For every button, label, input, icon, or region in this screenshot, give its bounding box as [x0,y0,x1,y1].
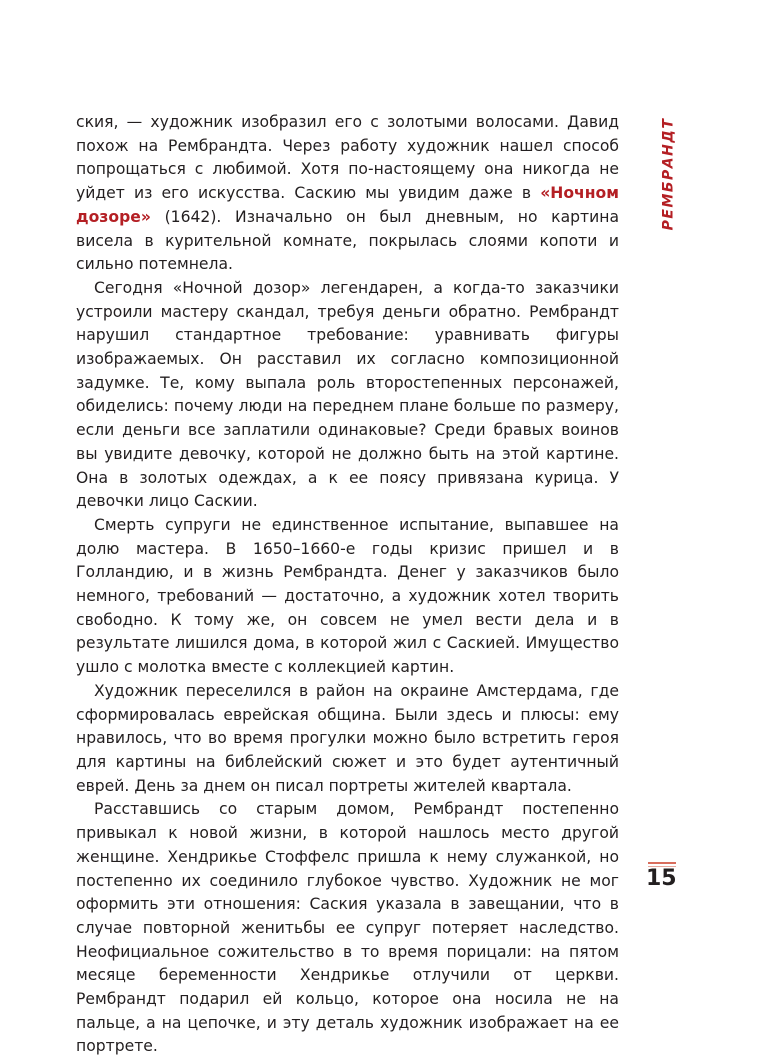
highlighted-title: «Ночном дозоре» [76,184,619,226]
paragraph-1-before: ския, — художник изобразил его с золотыми волосами. Давид похож на Рембрандта. Через работу художник нашел способ попрощаться с любимой. Хотя по-настоящему она никогда не уйдет из его искусства. Саскию мы увидим даже в [76,113,619,203]
paragraph-1-after: (1642). Изначально он был дневным, но картина висела в курительной комнате, покрылась слоями копоти и сильно потемнела. [76,207,619,274]
paragraph-1 [76,111,619,277]
paragraph-3: Смерть супруги не единственное испытание, выпавшее на долю мастера. В 1650–1660-е годы кризис пришел и в Голландию, и в жизнь Рембрандта. Денег у заказчиков было немного, требований — достаточно, а художник хотел творить свободно. К тому же, он совсем не умел вести дела и в результате лишился дома, в которой жил с Саскией. Имущество ушло с молотка вместе с коллекцией картин. [76,515,619,677]
page-number-rule-top [648,862,676,864]
paragraph-2: Сегодня «Ночной дозор» легендарен, а когда-то заказчики устроили мастеру скандал, требуя деньги обратно. Рембрандт нарушил стандартное требование: уравнивать фигуры изображаемых. Он расставил их согласно композиционной задумке. Те, кому выпала роль второстепенных персонажей, обиделись: почему люди на переднем плане больше по размеру, если деньги все заплатили одинаковые? Среди бравых воинов вы увидите девочку, которой не должно быть на этой картине. Она в золотых одеждах, а к ее поясу привязана курица. У девочки лицо Саскии. [76,278,619,511]
paragraph-4: Художник переселился в район на окраине Амстердама, где сформировалась еврейская община. Были здесь и плюсы: ему нравилось, что во время прогулки можно было встретить героя для картины на библейский сюжет и это будет аутентичный еврей. День за днем он писал портреты жителей квартала. [76,681,619,795]
running-head-text: РЕМБРАНДТ [660,117,677,231]
body-text [76,111,619,1059]
paragraph-5: Расставшись со старым домом, Рембрандт постепенно привыкал к новой жизни, в которой нашлось место другой женщине. Хендрикье Стоффелс пришла к нему служанкой, но постепенно их соединило глубокое чувство. Художник не мог оформить эти отношения: Саския указала в завещании, что в случае повторной женитьбы ее супруг потеряет наследство. Неофициальное сожительство в то время порицали: на пятом месяце беременности Хендрикье отлучили от церкви. Рембрандт подарил ей кольцо, которое она носила не на пальце, а на цепочке, и эту деталь художник изображает на ее портрете. [76,800,619,1056]
running-head [657,108,679,240]
page-number: 15 [646,866,677,891]
